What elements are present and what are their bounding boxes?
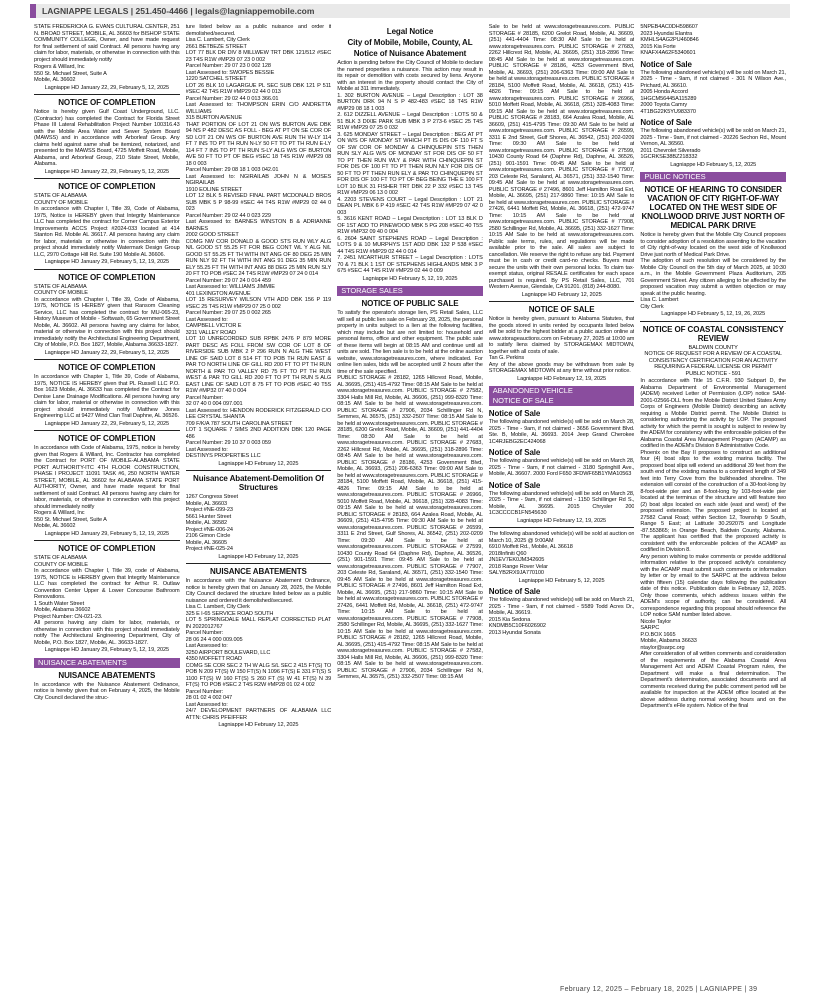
divider — [186, 563, 332, 564]
publication-credit: Lagniappe HD February 5, 12, 2025 — [670, 161, 757, 168]
publication-credit: Lagniappe HD February 12, 2025 — [218, 460, 299, 467]
publication-credit: Lagniappe HD February 5, 12, 19, 2025 — [362, 275, 458, 282]
section-band: NOTICE OF SALE — [489, 396, 635, 406]
header-email[interactable]: legals@lagniappemobile.com — [195, 6, 315, 16]
page-footer: February 12, 2025 – February 18, 2025 | LAGNIAPPE | 39 — [560, 986, 758, 993]
publication-credit: Lagniappe HD January 22, 29, February 5, 12, 2025 — [44, 420, 170, 427]
notice-text: In accordance with the Nuisance Abatement Ordinance, notice is hereby given that on January 28, 2025, the Mobile City Council declared the structure listed below as a public nuisance and ordered it demolished/secured. Lisa C. Lambert, City Clerk 325 E I-65 SERVICE ROAD SOUTH LOT 5 SPRINGDALE MALL REPLAT CORRECTED PLAT IN 2022012767 Parcel Number: 28 06 24 4 000 009.005 Last Assessed to: 3250 AIRPORT BOULEVARD, LLC 4350 MOFFETT ROAD COMG SE COR SEC 2 TH W ALG S/L SEC 2 415 FT(S) TO POB N 209 FT(S) W 150 FT(S) N 1096 FT(S) E 331 FT(S) S 1100 FT(S) W 160 FT(S) S 260 FT (S) W 41 FT(S) N 39 FT(S) TO POB #SEC 2 T4S R2W #MP28 01 02 4 002 Parcel Number: 28 01 02 4 002 047 Last Assessed to: 24/7 DEVELOPMENT PARTNERS OF ALABAMA LLC ATTN: CHRIS PFEIFFER — [185, 578, 332, 721]
notice-text: ture listed below as a public nuisance and order it demolished/secured. Lisa C. Lambert, City Clerk 2661 BETBEZE STREET LOT 77 BLK DR DIV 8 MILLWEW TRT DBK 121/512 #SEC 23 T4S R1W #MP29 07 23 0 002 Parcel Number: 29 07 23 0 002 128 Last Assessed to: SWOPES BESSIE 1220 SATCHEL STREET LOT 26 BLK 10 LAGARGUE PL SEC SUB DBK 121 P 511 #SEC 42 T4S R1W #MP29 02 44 0 013 Parcel Number: 29 02 44 0 013 366.01 Last Assessed to: THOMPSON ERIN C/O ANDRETTA WILLIAMS 315 BURTON AVENUE THAT PORTION OF LOT 21 ON W/S BURTON AVE DBK 94 NS P 482 DESC AS FOLL - BEG AT PT ON SE COR OF SD LOT 21 ON W/S OF BURTON AVE RUN TH W-LY 114 FT 7 INS TO PT TH RUN N-LY 50 FT TO PT TH RUN E-LY 114 FT 7 INS TO PT TH RUN S-LY ALG W/S OF BURTON AVE 50 FT TO PT OF BEG #SEC 18 T4S R1W #MP29 08 18 0 003 Parcel Number: 29 08 18 1 003 042.01 Last Assessed to: NGIRAILAB JOHN N & MOSES NGIRAILAB 1910 EOLINE STREET LOT 12 BLK 5 REVISED FINAL PART MCDONALD BROS SUB MBK 5 P 98-99 #SEC 44 T4S R1W #MP29 02 44 0 023 Parcel Number: 29 02 44 0 023 229 Last Assessed to: BARNES WINSTON B & ADRIANNE BARNES 2002 GOOD STREET COMG NW COR DONALD & GOOD STS RUN WLY ALG N/L GOOD ST 55.25 FT FOR BEG CONT WL Y ALG N/L GOOD ST 55.25 FT TH WITH INT ANG OF 80 DEG 25 MIN RUN NLY 92 FT TH WITH INT ANG 91 DEG 35 MIN RUN ELY 55.25 FT TH WITH INT ANG 88 DEG 25 MIN RUN SLY 20 FT TO POB #SEC 24 T4S R1W #MP29 07 24 0 014 Parcel Number: 29 07 24 0 014 459 Last Assessed to: WILLIAMS JIMMIE 401 LEXINGTON AVENUE LOT 15 RESURVEY WILSON VTH ADD DBK 156 P 119 #SEC 25 T4S R1W #MP29 07 25 0 002 Parcel Number: 29 07 25 0 002 265 Last Assessed to: CAMPBELL VICTOR E 3211 VALLEY ROAD LOT 10 UNRECORDED SUB RPBK 2476 P 879 MORE PART DESC AS FOLL FROM SW COR OF LOT 8 OF RIVERSIDE SUB MBK 2 P 296 RUN N ALG THE WEST LINE OF SAID LOT 8 514 FT TO POB TH RUN EAST & PAR TO NORTH LINE OF GILL RD 200 FT TO PT TH RUN NORTH & PAR TO VALLEY RD 75 FT TO PT TH RUN WEST & PAR TO GILL RD 200 FT TO PT TH RUN S ALG EAST LINE OF SAID LOT 8 75 FT TO POB #SEC 40 T5S R1W #MP32 07 40 0 004 Parcel Number: 32 07 40 0 004 097.001 Last Assessed to: HENDON RODERICK FITZGERALD C/O LEE CRYSTAL SHANTA 709 F/K/A 787 SOUTH CAROLINA STREET LOT 1 SQUARE 7 SIMS 2ND ADDITION DBK 120 PAGE 486 Parcel Number: 29 10 37 0 003 059 Last Assessed to: DESTINYS PROPERTIES LLC — [185, 24, 332, 459]
notice-text: The following abandoned vehicle(s) will be sold on March 28, 2025 - Time - 9am, if not claimed - 3180 Springhill Ave., Mobile, AL 36607. 2000 Ford F650 3FDWF65B1YMA10563 — [488, 458, 635, 477]
publication-credit: Lagniappe HD January 29, February 5, 12, 19, 2025 — [44, 647, 170, 653]
notice-title: Notice of Sale — [488, 409, 541, 418]
header-separator: | — [128, 6, 136, 16]
section-band: PUBLIC NOTICES — [640, 172, 786, 182]
publication-credit: Lagniappe HD February 12, 2025 — [521, 291, 602, 298]
notice-text: 5NPEB4AC0DH598607 2023 Hyundai Elantra KMHLS4AG2PU460846 2015 Kia Forte KNAFX4A62F5340601 — [640, 24, 699, 56]
notice-text: 1267 Congress Street Mobile, AL 36603 Project #NE-099-23 5661 Hunter Street Mobile, AL 36582 Project #NE-006-24 2106 Gimon Circle Mobile, AL 36605 Project #NE-025-24 — [185, 494, 239, 552]
divider — [34, 178, 180, 179]
notice-text: The following abandoned vehicle(s) will be sold at auction on March 10, 2025 @ 9:00AM 6910 Moffett Rd., Mobile, AL 36618 2018Infiniti Q60 JN1EV7EK0JM342605 2018 Range Rover Velar SALYB2RX9JA770100 — [488, 531, 635, 576]
notice-text: To satisfy the operator's storage lien, PS Retail Sales, LLC will sell at public lien sale on February 28, 2025, the personal property in units subject to a lien at the following facilities, which may include but are not limited to: household and personal items, office and other equipment. The public sale of these items will begin at 08:15 AM and continue until all units are sold. The lien sale is to be held at the online auction website, www.storagetreasures.com, where indicated. For online lien sales, bids will be accepted until 2 hours after the time of the sale specified. PUBLIC STORAGE # 28182, 1265 Hillcrest Road, Mobile, AL 36695, (251) 415-4792 Time: 08:15 AM Sale to be held at www.storagetreasures.com. PUBLIC STORAGE # 27582, 3304 Halls Mill Rd, Mobile, AL 36606, (251) 999-8320 Time: 08:15 AM Sale to be held at www.storagetreasures.com. PUBLIC STORAGE # 27906, 2034 Schillinger Rd N, Semmes, AL 36575, (251) 332-2507 Time: 08:15 AM Sale to be held at www.storagetreasures.com. PUBLIC STORAGE # 28185, 6200 Grelot Road, Mobile, AL 36609, (251) 441-4404 Time: 08:30 AM Sale to be held at www.storagetreasures.com. PUBLIC STORAGE # 27683, 2262 Hillcrest Rd, Mobile, AL 36695, (251) 318-2896 Time: 08:45 AM Sale to be held at www.storagetreasures.com. PUBLIC STORAGE # 28186, 4253 Government Blvd, Mobile, AL 36693, (251) 206-6363 Time: 09:00 AM Sale to be held at www.storagetreasures.com. PUBLIC STORAGE # 28184, 5100 Moffett Road, Mobile, AL 36618, (251) 415-4826 Time: 09:15 AM Sale to be held at www.storagetreasures.com. PUBLIC STORAGE # 26966, 5010 Moffett Road, Mobile, AL 36618, (251) 328-4083 Time: 09:15 AM Sale to be held at www.storagetreasures.com. PUBLIC STORAGE # 28183, 664 Azalea Road, Mobile, AL 36609, (251) 415-4795 Time: 09:30 AM Sale to be held at www.storagetreasures.com. PUBLIC STORAGE # 26599, 3311 E 2nd Street, Gulf Shores, AL 36542, (251) 202-0209 Time: 09:30 AM Sale to be held at www.storagetreasures.com. PUBLIC STORAGE # 27599, 10430 County Road 64 (Daphne Rd), Daphne, AL 36526, (251) 901-1591 Time: 09:45 AM Sale to be held at www.storagetreasures.com. PUBLIC STORAGE # 77907, 203 Celeste Rd, Saraland, AL 36571, (251) 332-1540 Time: 09:45 AM Sale to be held at www.storagetreasures.com. PUBLIC STORAGE # 27496, 8601 Jeff Hamilton Road Ext, Mobile, AL 36695, (251) 217-9860 Time: 10:15 AM Sale to be held at www.storagetreasures.com. PUBLIC STORAGE # 27426, 6441 Moffett Rd, Mobile, AL 36618, (251) 472-9747 Time: 10:15 AM Sale to be held at www.storagetreasures.com. PUBLIC STORAGE # 77908, 2580 Schillinger Rd, Mobile, AL 36695, (251) 332-1627 Time: 10:15 AM Sale to be held at www.storagetreasures.com. PUBLIC STORAGE # 28182, 1265 Hillcrest Road, Mobile, AL 36695, (251) 415-4792 Time: 08:15 AM Sale to be held at www.storagetreasures.com. PUBLIC STORAGE # 27582, 3304 Halls Mill Rd, Mobile, AL 36606, (251) 999-8320 Time: 08:15 AM Sale to be held at www.storagetreasures.com. PUBLIC STORAGE # 27906, 2034 Schillinger Rd N, Semmes, AL 36575, (251) 332-2507 Time: 08:15 AM — [337, 310, 483, 680]
column-4 — [489, 24, 635, 974]
header-phone: 251.450-4466 — [135, 6, 189, 16]
notice-title: NOTICE OF COMPLETION — [58, 182, 156, 191]
section-band: STORAGE SALES — [337, 286, 483, 296]
notice-title: Nuisance Abatement-Demolition Of Structures — [193, 474, 324, 492]
notice-title: NUISANCE ABATEMENTS — [210, 567, 307, 576]
notice-text: The following abandoned vehicle(s) will be sold on March 21, 2025 - Time - 9am, if not claimed - 20226 Sechon Rd., Mount Vernon, AL 36560. 2011 Chevrolet Silverado 1GCRKSE38BZ218332 — [640, 128, 786, 160]
publication-credit: Lagniappe HD February 12, 2025 — [218, 553, 299, 560]
publication-credit: Lagniappe HD January 22, 29, February 5, 12, 2025 — [44, 84, 170, 91]
notice-title: Notice of Sale — [640, 118, 692, 127]
divider — [640, 321, 786, 322]
notice-address: Rogers & Willard, Inc 550 St. Michael Street, Suite A Mobile, AL 36602 — [34, 64, 107, 83]
notice-title: NOTICE OF COMPLETION — [58, 272, 156, 282]
publication-credit: Lagniappe HD January 22, 29, February 5, 12, 2025 — [44, 168, 170, 175]
publication-credit: Lagniappe HD February 5, 12, 19, 26, 2025 — [661, 311, 766, 317]
notice-subtitle: BALDWIN COUNTY NOTICE OF REQUEST FOR A REVIEW OF A COASTAL CONSISTENCY CERTIFICATION FOR AN ACTIVITY REQUIRING A FEDERAL LICENSE OR PERMIT PUBLIC NOTICE - 591 — [644, 344, 782, 377]
header-accent-bar — [30, 4, 36, 18]
publication-credit: Lagniappe HD January 22, 29, February 5, 12, 2025 — [44, 349, 170, 356]
publication-credit: Lagniappe HD January 29, February 5, 12, 19, 2025 — [44, 259, 170, 265]
column-5 — [640, 24, 786, 974]
notice-text: Notice is hereby given Gulf Coast Underground, LLC. (Contractor) has completed the Contract for Florida Street Phase III Lateral Rehabilitation Project Number 100316.43 with the Mobile Area Water and Sewer System Board (MAWSS) and in accordance with Arborleaf Group. Any claims held against same shall be itemized, notarized, and presented to the MAWSS Board, 4725 Moffett Road, Mobile, Alabama, and Arborleaf Group, 210 State Street, Mobile, Alabama. — [34, 109, 180, 167]
notice-title: Notice of Nuisance Abatement — [353, 49, 467, 58]
divider — [489, 527, 635, 528]
publication-credit: Lagniappe HD February 12, 19, 2025 — [517, 517, 607, 524]
notice-text: Notice is hereby given, pursuant to Alabama Statutes, that the goods stored in units rented by occupants listed below will be sold to the highest bidder at a public auction online at www.storageauctions.com on February 27, 2025 at 10:00 am to satisfy liens claimed by STORAGEMAX MIDTOWN, together with all costs of sale. Tan G. Perkins Any of the above goods may be withdrawn from sale by STORAGEMAX MIDTOWN at any time without prior notice. — [488, 316, 635, 374]
notice-title: NOTICE OF COMPLETION — [58, 434, 156, 443]
divider — [34, 94, 180, 95]
notice-text: Sale to be held at www.storagetreasures.com. PUBLIC STORAGE # 28185, 6200 Grelot Road, Mobile, AL 36609, (251) 441-4404 Time: 08:30 AM Sale to be held at www.storagetreasures.com. PUBLIC STORAGE # 27683, 2262 Hillcrest Rd, Mobile, AL 36695, (251) 318-2896 Time: 08:45 AM Sale to be held at www.storagetreasures.com. PUBLIC STORAGE # 28186, 4253 Government Blvd, Mobile, AL 36693, (251) 206-6363 Time: 09:00 AM Sale to be held at www.storagetreasures.com. PUBLIC STORAGE # 28184, 5100 Moffett Road, Mobile, AL 36618, (251) 415-4826 Time: 09:15 AM Sale to be held at www.storagetreasures.com. PUBLIC STORAGE # 26966, 5010 Moffett Road, Mobile, AL 36618, (251) 328-4083 Time: 09:15 AM Sale to be held at www.storagetreasures.com. PUBLIC STORAGE # 28183, 664 Azalea Road, Mobile, AL 36609, (251) 415-4795 Time: 09:30 AM Sale to be held at www.storagetreasures.com. PUBLIC STORAGE # 26599, 3311 E 2nd Street, Gulf Shores, AL 36542, (251) 202-0209 Time: 09:30 AM Sale to be held at www.storagetreasures.com. PUBLIC STORAGE # 27599, 10430 County Road 64 (Daphne Rd), Daphne, AL 36526, (251) 901-1591 Time: 09:45 AM Sale to be held at www.storagetreasures.com. PUBLIC STORAGE # 77907, 203 Celeste Rd, Saraland, AL 36571, (251) 332-1540 Time: 09:45 AM Sale to be held at www.storagetreasures.com. PUBLIC STORAGE # 27496, 8601 Jeff Hamilton Road Ext, Mobile, AL 36695, (251) 217-9860 Time: 10:15 AM Sale to be held at www.storagetreasures.com. PUBLIC STORAGE # 27426, 6441 Moffett Rd, Mobile, AL 36618, (251) 472-9747 Time: 10:15 AM Sale to be held at www.storagetreasures.com. PUBLIC STORAGE # 77908, 2580 Schillinger Rd, Mobile, AL 36695, (251) 332-1627 Time: 10:15 AM Sale to be held at www.storagetreasures.com. Public sale terms, rules, and regulations will be made available prior to the sale. All sales are subject to cancellation. We reserve the right to refuse any bid. Payment must be in cash or credit card-no checks. Buyers must secure the units with their own personal locks. To claim tax-exempt status, original RESALE certificates for each space purchased is required. By PS Retail Sales, LLC, 701 Western Avenue, Glendale, CA 91201. (818) 244-8080. — [488, 24, 635, 290]
divider — [34, 359, 180, 360]
notice-title: NOTICE OF HEARING TO CONSIDER VACATION OF CITY RIGHT-OF-WAY LOCATED ON THE WEST SIDE OF KNOLLWOOD DRIVE JUST NORTH OF MEDICAL PARK DRIVE — [641, 185, 785, 230]
notice-title: NUISANCE ABATEMENTS — [58, 670, 156, 680]
notice-text: Action is pending before the City Council of Mobile to declare the named properties a nuisance. This action may result in its repair or demolition with costs secured by liens. Anyone with an interest in the property should contact the City of Mobile at 311 immediately. 1. 302 BURTON AVENUE – Legal Description : LOT 38 BURTON DRK 94 N S P 482-483 #SEC 18 T4S R1W #MP29 08 18 1 003 2. 612 DIZZELL AVENUE – Legal Description : LOTS 50 & 51 BLK 3 DIXIE PARK SUB MBK 3 P 273-6 #SEC 25 T4S R1W #MP29 07 25 0 032 3. 625 MONDAY STREET – Legal Description : BEG AT PT ON W/S OF MONDAY ST WHICH PT IS DIS OF 110 FT S OF SW COR OF MONDAY & CHINQUEPIN STS THEN RUN SLY ALG W/S OF MONDAY ST FOR DIS OF 50 FT TO PT THEN RUN WLY & PAR WITH CHINQUEPIN ST FOR DIS OF 100 FT TO PT THEN RUN NLY FOR DIS OF 50 FT TO PT THEN RUN ELY & PAR TO CHINQUEPIN ST FOR DIS OF 100 FT TO PT OF BEG BEING THE E 100 FT LOT 10 BLK 31 FISHER TRT DBK 22 P 332 #SEC 13 T4S R1W #MP29 06 13 0 002 4. 2203 STEVENS COURT – Legal Description : LOT 21 DEAN PL MBK 6 P 419 #SEC 42 T4S R1W #MP29 07 42 0 003 5. 3616 KENT ROAD – Legal Description : LOT 13 BLK D OF 1ST ADD TO PINEWOOD MBK 5 PG 208 #SEC 40 T5S R1W #MP32 09 40 0 004 6. 2604 SAINT STEPHENS ROAD – Legal Description : LOTS 9 & 10 MURPHYS 1ST ADD DBK 132 P 538 #SEC 44 T4S R1W #MP29 02 44 0 014 7. 2451 MCARTHUR STREET – Legal Description : LOTS 70 & 71 BLK 1 1ST OF STEPHENS HIGHLANDS MBK 3 P 675 #SEC 44 T4S R1W #MP29 02 44 0 009 — [337, 60, 483, 274]
notice-text: The following abandoned vehicle(s) will be sold on March 28, 2025 - Time - 9am, if not claimed - 3656 Government Blvd. Ste. B, Mobile, AL 36693. 2014 Jeep Grand Cherokee 1C4RJEBG2EC424068 — [488, 419, 635, 445]
notice-title: Notice of Sale — [640, 59, 692, 69]
publication-credit: Lagniappe HD January 29, February 5, 12, 19, 2025 — [44, 530, 170, 537]
notice-text: STATE OF ALABAMA COUNTY OF MOBILE In accordance with Chapter I, Title 39, code of Alabama, 1975, NOTICE is HEREBY given that Integrity Maintenance LLC has completed the contract for Arthur R. Outlaw Convention Center Upper & Lower Concourse Bathroom Renovations. 1 South Water Street Mobile, Alabama 36602 Project Number: CN-021-23. All persons having any claim for labor, materials, or otherwise in connection with this project should immediately notify The Architectural Engineering Department, City of Mobile, P.O. Box 1827, Mobile, AL. 36633-1827. — [34, 555, 180, 646]
notice-title: NOTICE OF COMPLETION — [58, 544, 156, 553]
divider — [34, 540, 180, 541]
column-2 — [186, 24, 332, 974]
section-band: ABANDONED VEHICLE — [489, 386, 635, 396]
header-separator: | — [188, 6, 196, 16]
notice-text: STATE OF ALABAMA COUNTY OF MOBILE In accordance with Chapter I, Title 39, Code of Alabama, 1975, Notice is HEREBY given that Integrity Maintenance LLC has completed the contract for Corner Campus Exterior Improvements ACCS Project #2024-033 located at 414 Stanton Rd. Mobile AL 36617. All persons having any claim for labor, materials or otherwise in connection with this project should immediately notify Watermark Design Group LLC, 2970 Cottage Hill Rd. Suite 190 Mobile AL 36606. — [34, 193, 180, 258]
notice-text: The following abandoned vehicle(s) will be sold on March 21, 2025 - Time - 9am, if not claimed - 301 N Wilson Ave., Prichard, AL 36610. 2005 Honda Accord 1HGCM56445A115289 2000 Toyota Camry 4T1BG22K5YU983370 — [640, 69, 786, 115]
column-3 — [337, 24, 483, 974]
column-1 — [34, 24, 180, 974]
notice-text: STATE OF ALABAMA COUNTY OF MOBILE In accordance with Chapter I, Title 39, Code of Alabama, 1975, NOTICE IS HEREBY given that Ransom Cleaning Service, LLC has completed the contract for MU-065-23, History Museum of Mobile - Softwash, 65 Government Street Mobile, AL 36602. All persons having any claims for labor, material or otherwise in connection with this project should immediately notify the Architectural Engineering Department, City of Mobile, P.O. Box 1827, Mobile, Alabama 36633-1827. — [34, 283, 180, 348]
notice-title: NOTICE OF COMPLETION — [58, 363, 156, 372]
divider — [186, 470, 332, 471]
divider — [489, 301, 635, 302]
notice-title: NOTICE OF PUBLIC SALE — [361, 299, 459, 308]
page-header — [30, 4, 790, 18]
notice-title: Legal Notice — [386, 27, 434, 36]
notice-title: Notice of Sale — [488, 587, 541, 596]
notice-title: NOTICE OF COASTAL CONSISTENCY REVIEW — [642, 324, 784, 343]
publication-credit: Lagniappe HD February 5, 12, 2025 — [518, 577, 605, 584]
notice-title: Notice of Sale — [488, 480, 541, 490]
notice-text: In accordance with Code of Alabama, 1975, notice is hereby given that Rogers & Willard, Inc. Contractor has completed the Contract for PORT OF MOBILE-ALABAMA STATE PORT AUTHORITY-ITC 4TH FLOOR CONSTRUCTION, PHASE I PROJECT 11091 TASK #6, 250 NORTH WATER STREET, MOBILE, AL 36602 for ALABAMA STATE PORT AUTHORITY, Owner, and have made request for final settlement of said Contract. All persons having any claim for labor, materials, or otherwise in connection with this project should immediately notify Rogers & Willard, Inc 550 St. Michael Street, Suite A Mobile, AL 36602 — [34, 445, 180, 529]
notice-title: City of Mobile, Mobile, County, AL — [347, 38, 473, 47]
notice-title: Notice of Sale — [488, 448, 541, 457]
notice-text: The following abandoned vehicle(s) will be sold on March 28, 2025 - Time - 9am, if not claimed - 1150 Schillinger Rd S., Mobile, AL 36695. 2015 Chrysler 200 1C3CCCCB1FN545630 — [488, 490, 635, 516]
divider — [34, 430, 180, 431]
notice-text: In accordance with Chapter 1, Title 39, Code of Alabama, 1975, NOTICE IS HEREBY given that PL Russell LLC P.O. Box 1623 Mobile, AL 36633 has completed the Contract for Denise Lane Drainage Modifications. All persons having any claim for labor, material or otherwise in connection with this project should immediately notify Matthew Jones Engineering LLC at 9427 Wind Clan Trail Daphne, AL 36526. — [34, 374, 180, 419]
notice-title: NOTICE OF SALE — [528, 305, 595, 314]
header-section: LAGNIAPPE LEGALS — [42, 6, 129, 16]
notice-text: STATE FREDERICKA G. EVANS CULTURAL CENTER, 251 N. BROAD STREET, MOBILE, AL 36603 for BISHOP STATE COMMUNITY COLLEGE, Owner, and have made request for final settlement of said Contract. All persons having any claim for labor, materials, or otherwise in connection with this project should immediately notify — [34, 24, 180, 63]
notice-text: In accordance with the Nuisance Abatement Ordinance, notice is hereby given that on February 4, 2025, the Mobile City Council declared the struc- — [34, 681, 180, 701]
publication-credit: Lagniappe HD February 12, 19, 2025 — [517, 375, 607, 382]
notice-text: The following abandoned vehicle(s) will be sold on March 21, 2025 - Time - 9am, if not claimed - 5589 Todd Acres Dr., Mobile, AL 36619. 2015 Kia Sedona KNDMB5C10F6026902 2013 Hyundai Sonata — [488, 597, 635, 636]
publication-credit: Lagniappe HD February 12, 2025 — [218, 722, 299, 728]
notice-text: In accordance with Title 15 C.F.R. 930 Subpart D, the Alabama Department of Environmental Management (ADEM) received Letter of Permission (LOP) notice SAM-2001-02566-DLL from the Mobile District United States Army Corps of Engineers (Mobile District) describing an activity requiring a Mobile District permit. The Mobile District is considering authorizing the activity by LOP. The proposed activity for which the permit is sought is subject to review by the ADEM for consistency with the enforceable policies of the Alabama Coastal Area Management Program (ACAMP) as codified in the ADEM's Division 8 Administrative Code. Phoenix on the Bay II proposes to construct an additional four (4) boat slips to the existing marina facility. The proposed boat slips will extend an additional 39 feet from the south end of the existing marina to a combined length of 349 feet into Terry Cove from the bulkheaded shoreline. The extension will consist of the construction of a 30-foot-long by 8-foot-wide pier and an 8-foot-long by 103-foot-wide pier located at the terminus of the structure and will feature two (2) boat slips located on each side (east and west) of the proposed extension. The proposed project is located at 27582 Canal Road; within Section 12, Township 9 South, Range 5 East; at Latitude 30.292075 and Longitude -87.553865; in Orange Beach, Baldwin County, Alabama. The applicant has certified that the proposed activity is consistent with the enforceable policies of the ACAMP as codified in Division 8. Any person wishing to make comments or provide additional information relative to the proposed activity's consistency with the ACAMP must submit such comments or information by letter or by email to the SARPC at the address below within fifteen (15) calendar days following the publication date of this notice. Publication date is February 12, 2025. Only those comments, which address issues within the ADEM's scope of authority, can be considered. All correspondence regarding this proposal should reference the LOP notice SAM number listed above. Nicole Taylor SARPC P.O.BOX 1665 Mobile, Alabama 36633 ntaylor@sarpc.org After consideration of all written comments and consideration of the requirements of the Alabama Coastal Area Management Act and ADEM Coastal Program rules, the Department will make a final determination. The Department's determination, associated documents and all comments received during the public comment period will be available for inspection at the ADEM office located at the above address during normal working hours and on the Department's eFile system. Notice of the final — [640, 378, 786, 709]
divider — [34, 269, 180, 270]
section-band: NUISANCE ABATEMENTS — [34, 658, 180, 668]
legal-columns — [34, 24, 786, 974]
notice-title: NOTICE OF COMPLETION — [58, 98, 156, 107]
notice-text: Notice is hereby given that the Mobile City Council proposes to consider adoption of a resolution assenting to the vacation of City right-of-way located on the west side of Knollwood Drive just north of Medical Park Drive. The adoption of such resolution will be considered by the Mobile City Council on the 5th day of March 2025, at 10:30 a.m., in the Mobile Government Plaza Auditorium, 205 Government Street. Any citizen alleging to be affected by the proposed vacation may submit a written objection or may speak at the public hearing. Lisa C. Lambert City Clerk — [640, 232, 786, 310]
